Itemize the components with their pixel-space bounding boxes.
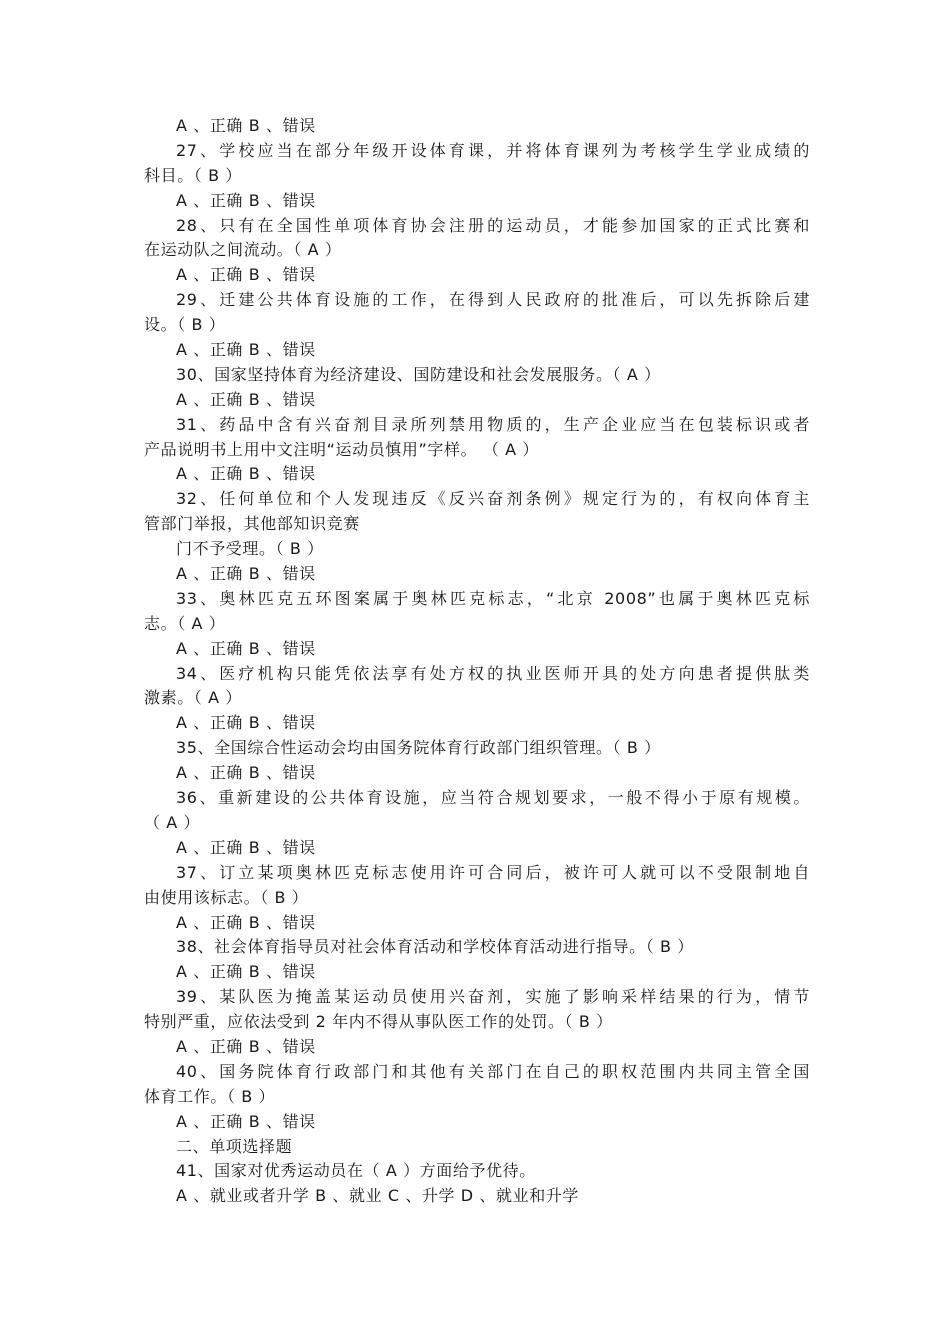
text-line: A 、正确 B 、错误: [176, 713, 316, 733]
text-line: A 、正确 B 、错误: [176, 962, 316, 982]
text-line: 门不予受理。（ B ）: [176, 539, 324, 559]
text-line: 35、全国综合性运动会均由国务院体育行政部门组织管理。（ B ）: [176, 738, 661, 758]
text-line: A 、正确 B 、错误: [176, 1036, 316, 1056]
text-line: A 、正确 B 、错误: [176, 837, 316, 857]
text-line: 设。（ B ）: [144, 315, 226, 335]
text-line: 31、药品中含有兴奋剂目录所列禁用物质的，生产企业应当在包装标识或者: [176, 414, 810, 434]
text-line: A 、正确 B 、错误: [176, 763, 316, 783]
text-line: 27、学校应当在部分年级开设体育课，并将体育课列为考核学生学业成绩的: [176, 140, 810, 160]
text-line: A 、正确 B 、错误: [176, 1111, 316, 1131]
text-line: A 、正确 B 、错误: [176, 265, 316, 285]
text-line: 33、奥林匹克五环图案属于奥林匹克标志，“北京 2008”也属于奥林匹克标: [176, 588, 810, 608]
text-line: 32、任何单位和个人发现违反《反兴奋剂条例》规定行为的，有权向体育主: [176, 489, 810, 509]
text-line: 在运动队之间流动。（ A ）: [144, 240, 342, 260]
text-line: （ A ）: [144, 812, 201, 832]
text-line: 管部门举报，其他部知识竞赛: [144, 514, 360, 534]
text-line: 体育工作。（ B ）: [144, 1086, 276, 1106]
text-line: 志。（ A ）: [144, 613, 226, 633]
text-line: 37、订立某项奥林匹克标志使用许可合同后，被许可人就可以不受限制地自: [176, 862, 810, 882]
text-line: 产品说明书上用中文注明“运动员慎用”字样。 （ A ）: [144, 439, 539, 459]
text-line: A 、正确 B 、错误: [176, 912, 316, 932]
text-line: 28、只有在全国性单项体育协会注册的运动员，才能参加国家的正式比赛和: [176, 215, 810, 235]
text-line: A 、正确 B 、错误: [176, 116, 316, 135]
text-line: A 、正确 B 、错误: [176, 190, 316, 210]
text-line: A 、正确 B 、错误: [176, 464, 316, 484]
text-line: 由使用该标志。（ B ）: [144, 887, 309, 907]
text-line: 激素。（ A ）: [144, 688, 242, 708]
text-line: 34、医疗机构只能凭依法享有处方权的执业医师开具的处方向患者提供肽类: [176, 663, 810, 683]
text-line: 41、国家对优秀运动员在（ A ）方面给予优待。: [176, 1161, 536, 1181]
document-page: [144, 114, 810, 1209]
text-line: 40、国务院体育行政部门和其他有关部门在自己的职权范围内共同主管全国: [176, 1061, 810, 1081]
text-line: 30、国家坚持体育为经济建设、国防建设和社会发展服务。（ A ）: [176, 364, 661, 384]
text-line: A 、正确 B 、错误: [176, 389, 316, 409]
text-line: 38、社会体育指导员对社会体育活动和学校体育活动进行指导。（ B ）: [176, 937, 694, 957]
text-line: A 、正确 B 、错误: [176, 564, 316, 584]
text-line: 29、迁建公共体育设施的工作，在得到人民政府的批准后，可以先拆除后建: [176, 290, 810, 310]
text-line: A 、正确 B 、错误: [176, 340, 316, 360]
text-line: 36、重新建设的公共体育设施，应当符合规划要求，一般不得小于原有规模。: [176, 788, 810, 808]
text-line: 39、某队医为掩盖某运动员使用兴奋剂，实施了影响采样结果的行为，情节: [176, 987, 810, 1007]
text-line: 二、单项选择题: [176, 1136, 293, 1156]
text-line: 特别严重，应依法受到 2 年内不得从事队医工作的处罚。（ B ）: [144, 1012, 613, 1032]
text-line: 科目。（ B ）: [144, 165, 242, 185]
text-line: A 、就业或者升学 B 、就业 C 、升学 D 、就业和升学: [176, 1186, 580, 1206]
text-line: A 、正确 B 、错误: [176, 638, 316, 658]
